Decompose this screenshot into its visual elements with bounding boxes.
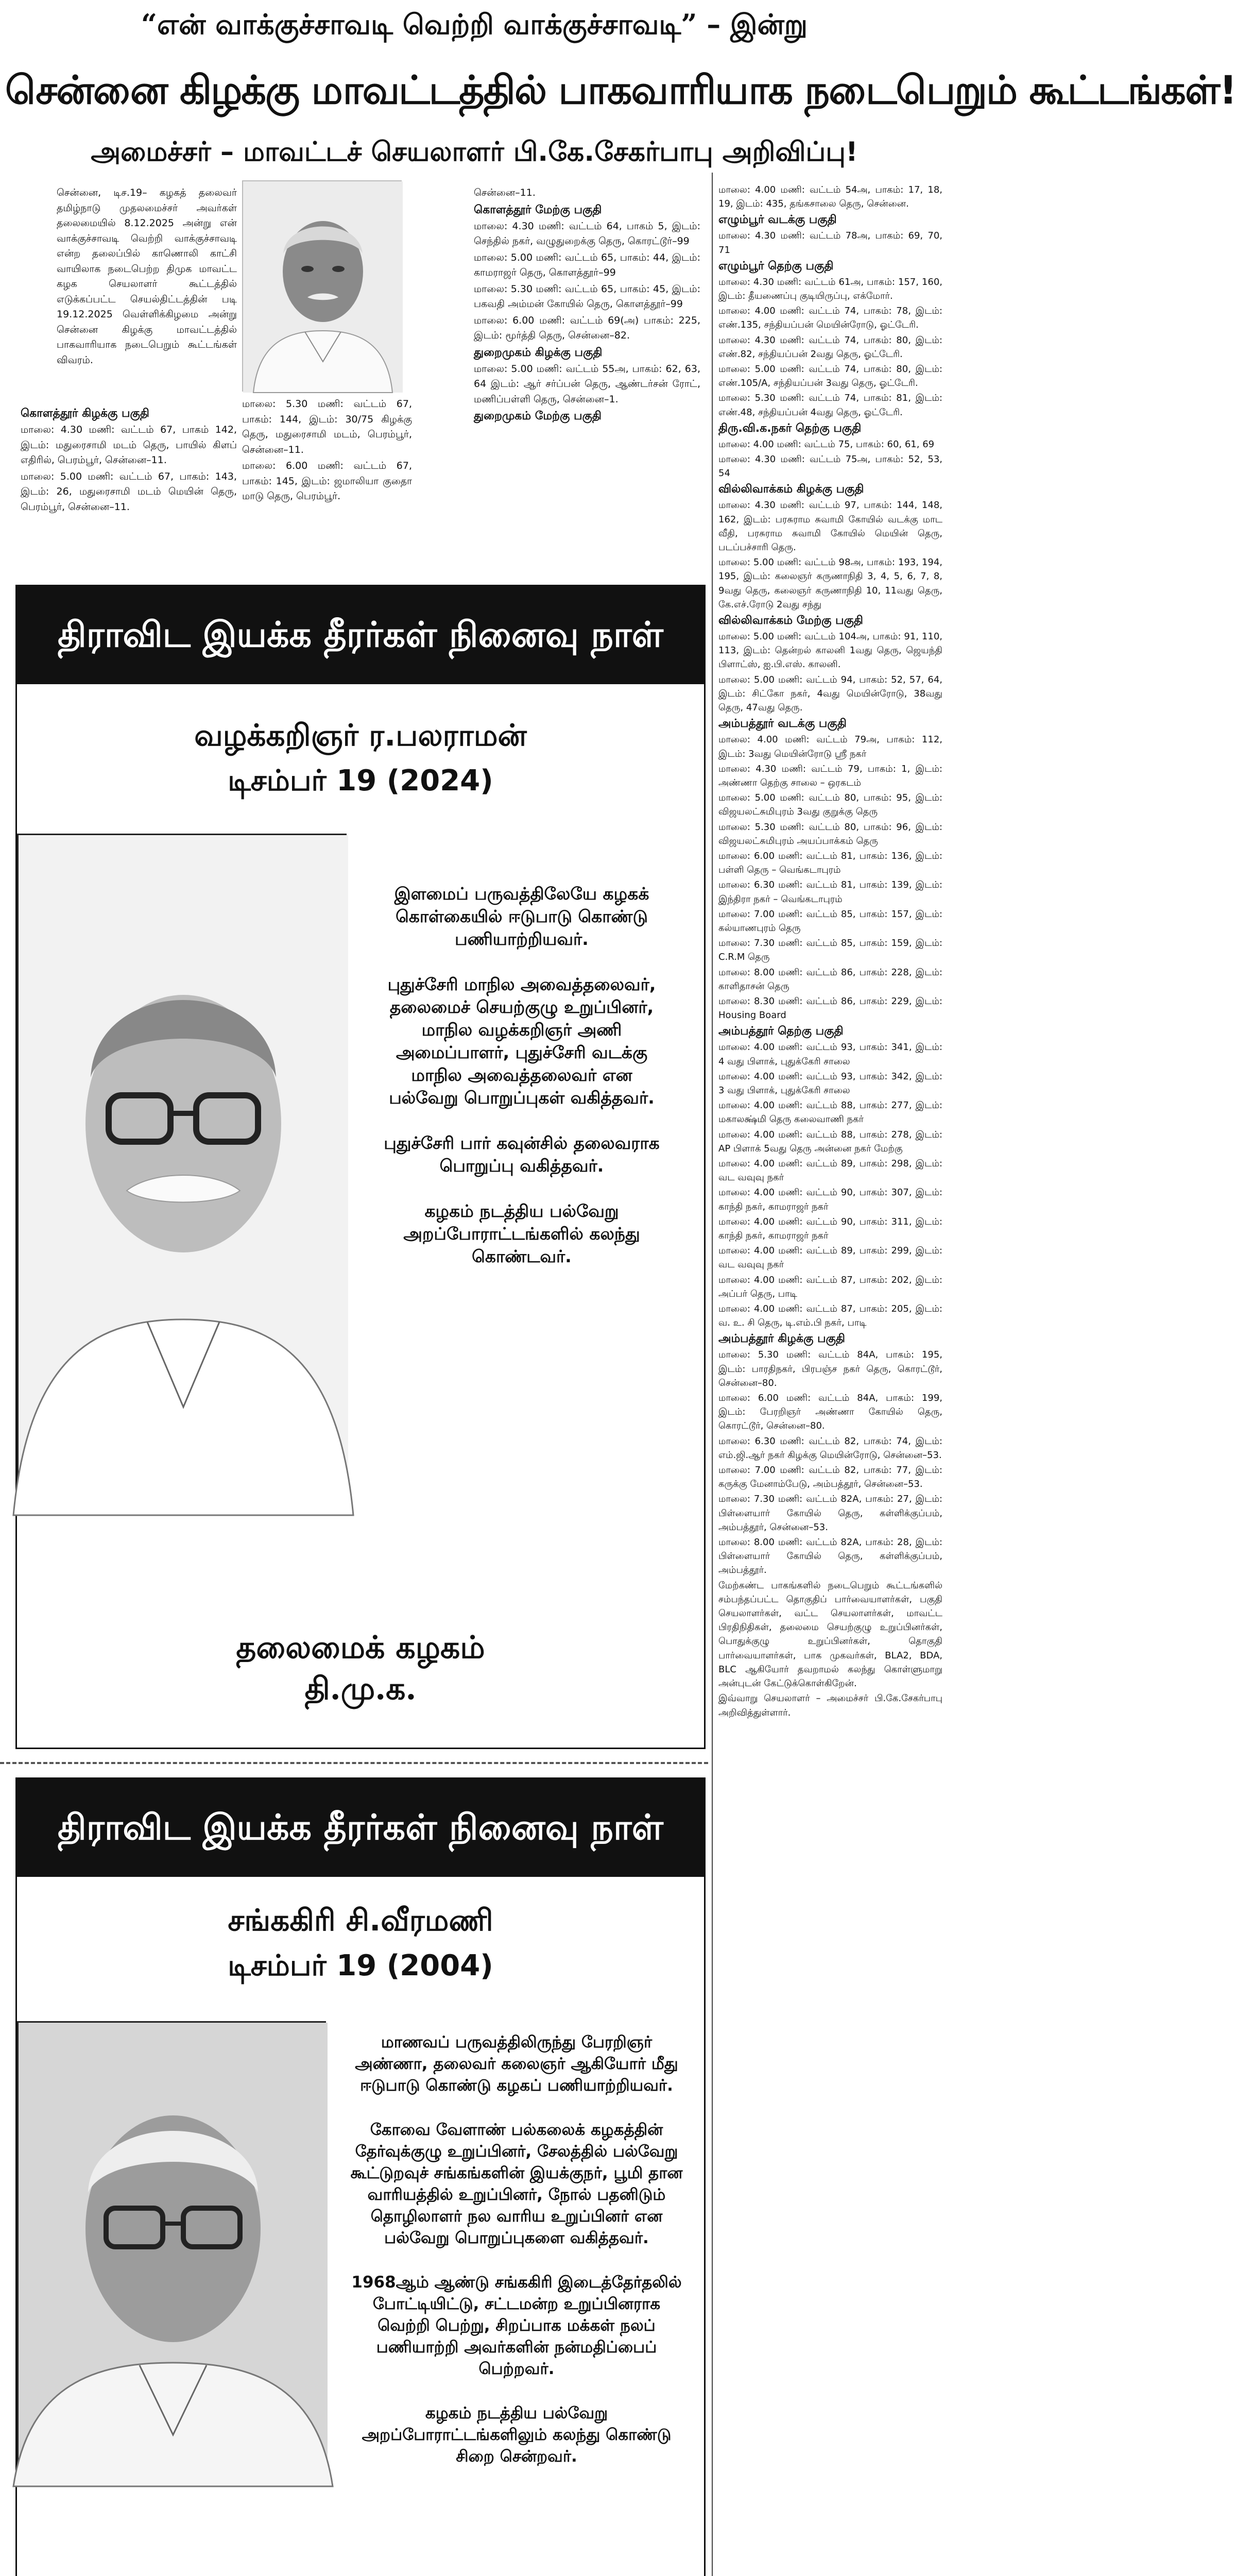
memorial-date: டிசம்பர் 19 (2024) [228, 764, 493, 798]
meeting-entry: மாலை: 4.00 மணி: வட்டம் 75, பாகம்: 60, 61, 69 [718, 438, 935, 450]
headline-quote: “என் வாக்குச்சாவடி வெற்றி வாக்குச்சாவடி” – இன்று [141, 8, 808, 41]
meeting-entry: மாலை: 4.00 மணி: வட்டம் 88, பாகம்: 277, இடம்: மகாலக்ஷ்மி தெரு கலைவாணி நகர் [718, 1100, 942, 1125]
memorial-issuer [17, 1627, 704, 1709]
bio-paragraph: கழகம் நடத்திய பல்வேறு அறப்போராட்டங்களில் கலந்து கொண்டவர். [403, 1201, 640, 1266]
memorial-biography [377, 883, 666, 1547]
main-headline: சென்னை கிழக்கு மாவட்டத்தில் பாகவாரியாக நடைபெறும் கூட்டங்கள்! [5, 67, 1236, 113]
meeting-entry: மாலை: 8.00 மணி: வட்டம் 86, பாகம்: 228, இடம்: காளிதாசன் தெரு [718, 967, 942, 992]
meeting-entry: மாலை: 6.00 மணி: வட்டம் 67, பாகம்: 145, இடம்: ஜமாலியா குதைா மாடு தெரு, பெரம்பூர். [242, 460, 412, 502]
memorial-photo-image [19, 835, 348, 1515]
meeting-entry: சென்னை–11. [474, 187, 536, 198]
meeting-entry: மாலை: 6.30 மணி: வட்டம் 82, பாகம்: 74, இடம்: எம்.ஜி.ஆர் நகர் கிழக்கு மெயின்ரோடு, சென்னை–53. [718, 1435, 942, 1461]
issuer-party: தி.மு.க. [304, 1671, 417, 1707]
article-column-1b [242, 397, 412, 569]
bio-paragraph: மாணவப் பருவத்திலிருந்து பேரறிஞர் அண்ணா, தலைவர் கலைஞர் ஆகியோர் மீது ஈடுபாடு கொண்டு கழகப் பணியாற்றியவர். [355, 2033, 678, 2095]
meeting-entry: மாலை: 4.00 மணி: வட்டம் 93, பாகம்: 341, இடம்: 4 வது பிளாக், புதுக்கேரி சாலை [718, 1042, 942, 1067]
memorial-name: சங்ககிரி சி.வீரமணி [228, 1903, 493, 1938]
meeting-entry: மாலை: 6.00 மணி: வட்டம் 69(அ) பாகம்: 225, இடம்: மூர்த்தி தெரு, சென்னை–82. [474, 314, 700, 341]
closing-note: இவ்வாறு செயலாளர் – அமைச்சர் பி.கே.சேகர்பாபு அறிவித்துள்ளார். [718, 1693, 942, 1718]
memorial-notice-1 [15, 585, 706, 1749]
section-heading: அம்பத்தூர் வடக்கு பகுதி [718, 717, 847, 731]
column-divider [712, 173, 713, 2576]
bio-paragraph: புதுச்சேரி பார் கவுன்சில் தலைவராக பொறுப்பு வகித்தவர். [384, 1133, 660, 1176]
article-column-1 [57, 185, 237, 402]
meeting-entry: மாலை: 4.30 மணி: வட்டம் 79, பாகம்: 1, இடம்: அண்ணா தெற்கு சாலை – ஒரகடம் [718, 763, 942, 788]
memorial-biography [347, 2031, 686, 2576]
meeting-entry: மாலை: 5.00 மணி: வட்டம் 98அ, பாகம்: 193, 194, 195, இடம்: கலைஞர் கருணாநிதி 3, 4, 5, 6, 7, 8, 9வது தெரு, கலைஞர் கருணாநிதி 10, 11வது தெரு, கே.எச்.ரோடு 2வது சந்து [718, 557, 942, 610]
meeting-entry: மாலை: 4.00 மணி: வட்டம் 93, பாகம்: 342, இடம்: 3 வது பிளாக், புதுக்கேரி சாலை [718, 1071, 942, 1096]
minister-portrait [242, 180, 402, 392]
meeting-entry: மாலை: 4.00 மணி: வட்டம் 54அ, பாகம்: 17, 18, 19, இடம்: 435, தங்கசாலை தெரு, சென்னை. [718, 184, 942, 210]
article-column-3 [718, 183, 942, 2576]
meeting-entry: மாலை: 5.30 மணி: வட்டம் 67, பாகம்: 144, இடம்: 30/75 கிழக்கு தெரு, மதுரைசாமி மடம், பெரம்பூர், சென்னை–11. [242, 398, 412, 455]
section-heading: கொளத்தூர் கிழக்கு பகுதி [21, 407, 149, 420]
meeting-entry: மாலை: 7.30 மணி: வட்டம் 85, பாகம்: 159, இடம்: C.R.M தெரு [718, 938, 942, 963]
meeting-entry: மாலை: 5.30 மணி: வட்டம் 80, பாகம்: 96, இடம்: விஜயலட்சுமிபுரம் அயப்பாக்கம் தெரு [718, 821, 942, 846]
meeting-entry: மாலை: 8.00 மணி: வட்டம் 82A, பாகம்: 28, இடம்: பிள்ளையார் கோயில் தெரு, கள்ளிக்குப்பம், அம்பத்தூர். [718, 1537, 942, 1576]
meeting-entry: மாலை: 4.30 மணி: வட்டம் 67, பாகம் 142, இடம்: மதுரைசாமி மடம் தெரு, பாயில் கிளப் எதிரில், பெரம்பூர், சென்னை–11. [21, 424, 237, 466]
section-heading: வில்லிவாக்கம் கிழக்கு பகுதி [718, 483, 864, 496]
section-heading: அம்பத்தூர் தெற்கு பகுதி [718, 1025, 844, 1038]
bio-paragraph: 1968ஆம் ஆண்டு சங்ககிரி இடைத்தேர்தலில் போட்டியிட்டு, சட்டமன்ற உறுப்பினராக வெற்றி பெற்று, சிறப்பாக மக்கள் நலப் பணியாற்றி அவர்களின் நன்மதிப்பைப் பெற்றவர். [351, 2273, 682, 2378]
meeting-entry: மாலை: 4.30 மணி: வட்டம் 74, பாகம்: 80, இடம்: எண்.82, சந்தியப்பன் 2வது தெரு, ஓட்டேரி. [718, 334, 942, 360]
minister-portrait-image [243, 181, 403, 393]
section-heading: துறைமுகம் கிழக்கு பகுதி [474, 346, 603, 359]
meeting-entry: மாலை: 5.00 மணி: வட்டம் 104அ, பாகம்: 91, 110, 113, இடம்: தென்றல் காலனி 1வது தெரு, ஜெயந்தி பிளாட்ஸ், ஐ.பி.எஸ். காலனி. [718, 631, 942, 670]
memorial-photo [17, 834, 347, 1514]
meeting-entry: மாலை: 4.00 மணி: வட்டம் 89, பாகம்: 298, இடம்: வட வவுவு நகர் [718, 1158, 942, 1183]
meeting-entry: மாலை: 6.00 மணி: வட்டம் 84A, பாகம்: 199, இடம்: பேரறிஞர் அண்ணா கோயில் தெரு, கொரட்டூர், சென்னை–80. [718, 1393, 942, 1432]
bio-paragraph: இளமைப் பருவத்திலேயே கழகக் கொள்கையில் ஈடுபாடு கொண்டு பணியாற்றியவர். [394, 884, 649, 949]
section-heading: துறைமுகம் மேற்கு பகுதி [474, 410, 602, 422]
meeting-entry: மாலை: 4.00 மணி: வட்டம் 90, பாகம்: 307, இடம்: காந்தி நகர், காமராஜர் நகர் [718, 1187, 942, 1212]
memorial-photo-image [19, 2023, 328, 2486]
meeting-entry: மாலை: 6.30 மணி: வட்டம் 81, பாகம்: 139, இடம்: இந்திரா நகர் – வெங்கடாபுரம் [718, 879, 942, 905]
meeting-entry: மாலை: 5.00 மணி: வட்டம் 94, பாகம்: 52, 57, 64, இடம்: சிட்கோ நகர், 4வது மெயின்ரோடு, 38வது தெரு, 47வது தெரு. [718, 674, 942, 714]
article-column-1-lower [21, 404, 237, 569]
meeting-entry: மாலை: 6.00 மணி: வட்டம் 81, பாகம்: 136, இடம்: பள்ளி தெரு – வெங்கடாபுரம் [718, 850, 942, 876]
memorial-date: டிசம்பர் 19 (2004) [228, 1949, 493, 1982]
meeting-entry: மாலை: 4.00 மணி: வட்டம் 89, பாகம்: 299, இடம்: வட வவுவு நகர் [718, 1245, 942, 1270]
meeting-entry: மாலை: 5.00 மணி: வட்டம் 65, பாகம்: 44, இடம்: காமராஜர் தெரு, கொளத்தூர்–99 [474, 251, 700, 278]
memorial-name: வழக்கறிஞர் ர.பலராமன் [194, 718, 527, 753]
meeting-entry: மாலை: 7.00 மணி: வட்டம் 85, பாகம்: 157, இடம்: கல்யாணபுரம் தெரு [718, 908, 942, 934]
meeting-entry: மாலை: 4.00 மணி: வட்டம் 87, பாகம்: 205, இடம்: வ. உ. சி தெரு, டி.எம்.பி நகர், பாடி [718, 1303, 942, 1329]
memorial-notice-2 [15, 1777, 706, 2576]
memorial-banner: திராவிட இயக்க தீரர்கள் நினைவு நாள் [17, 1779, 704, 1877]
issuer-line: தலைமைக் கழகம் [236, 1630, 485, 1666]
sub-headline: அமைச்சர் – மாவட்டச் செயலாளர் பி.கே.சேகர்பாபு அறிவிப்பு! [91, 137, 858, 167]
meeting-entry: மாலை: 8.30 மணி: வட்டம் 86, பாகம்: 229, இடம்: Housing Board [718, 995, 942, 1021]
section-separator [0, 1762, 708, 1764]
meeting-entry: மாலை: 4.00 மணி: வட்டம் 88, பாகம்: 278, இடம்: AP பிளாக் 5வது தெரு அன்னை நகர் மேற்கு [718, 1129, 942, 1154]
section-heading: வில்லிவாக்கம் மேற்கு பகுதி [718, 614, 863, 628]
memorial-banner: திராவிட இயக்க தீரர்கள் நினைவு நாள் [17, 586, 704, 684]
meeting-entry: மாலை: 5.00 மணி: வட்டம் 74, பாகம்: 80, இடம்: எண்.105/A, சந்தியப்பன் 3வது தெரு, ஓட்டேரி. [718, 364, 942, 389]
section-heading: கொளத்தூர் மேற்கு பகுதி [474, 203, 602, 216]
meeting-entry: மாலை: 5.30 மணி: வட்டம் 84A, பாகம்: 195, இடம்: பாரதிநகர், பிரபஞ்ச நகர் தெரு, கொரட்டூர், சென்னை–80. [718, 1349, 942, 1388]
meeting-entry: மாலை: 4.30 மணி: வட்டம் 61அ, பாகம்: 157, 160, இடம்: தீயணைப்பு குடியிருப்பு, எக்மோர். [718, 276, 942, 302]
meeting-entry: மாலை: 5.30 மணி: வட்டம் 65, பாகம்: 45, இடம்: பகவதி அம்மன் கோயில் தெரு, கொளத்தூர்–99 [474, 283, 700, 310]
bio-paragraph: கோவை வேளாண் பல்கலைக் கழகத்தின் தேர்வுக்குழு உறுப்பினர், சேலத்தில் பல்வேறு கூட்டுறவுச் சங்கங்களின் இயக்குநர், பூமி தான வாரியத்தில் உறுப்பினர், நோல் பதனிடும் தொழிலாளர் நல வாரிய உறுப்பினர் என பல்வேறு பொறுப்புகளை வகித்தவர். [350, 2121, 683, 2247]
meeting-entry: மாலை: 5.30 மணி: வட்டம் 74, பாகம்: 81, இடம்: எண்.48, சந்தியப்பன் 4வது தெரு, ஓட்டேரி. [718, 393, 942, 418]
meeting-entry: மாலை: 4.30 மணி: வட்டம் 78அ, பாகம்: 69, 70, 71 [718, 230, 942, 256]
section-heading: எழும்பூர் தெற்கு பகுதி [718, 259, 834, 273]
bio-paragraph: கழகம் நடத்திய பல்வேறு அறப்போராட்டங்களிலும் கலந்து கொண்டு சிறை சென்றவர். [362, 2404, 672, 2466]
meeting-entry: மாலை: 4.00 மணி: வட்டம் 90, பாகம்: 311, இடம்: காந்தி நகர், காமராஜர் நகர் [718, 1216, 942, 1241]
meeting-entry: மாலை: 4.00 மணி: வட்டம் 87, பாகம்: 202, இடம்: அப்பர் தெரு, பாடி [718, 1274, 942, 1299]
meeting-entry: மாலை: 5.00 மணி: வட்டம் 55அ, பாகம்: 62, 63, 64 இடம்: ஆர் சர்ப்பன் தெரு, ஆண்டர்சன் ரோட், மணிப்பள்ளி தெரு, சென்னை–1. [474, 363, 700, 405]
bio-paragraph: புதுச்சேரி மாநில அவைத்தலைவர், தலைமைச் செயற்குழு உறுப்பினர், மாநில வழக்கறிஞர் அணி அமைப்பாளர், புதுச்சேரி வடக்கு மாநில அவைத்தலைவர் என பல்வேறு பொறுப்புகள் வகித்தவர். [387, 974, 656, 1108]
meeting-entry: மாலை: 4.30 மணி: வட்டம் 75அ, பாகம்: 52, 53, 54 [718, 454, 942, 479]
meeting-entry: மாலை: 5.00 மணி: வட்டம் 80, பாகம்: 95, இடம்: விஜயலட்சுமிபுரம் 3வது குறுக்கு தெரு [718, 792, 942, 818]
meeting-entry: மாலை: 7.00 மணி: வட்டம் 82, பாகம்: 77, இடம்: கருக்கு மேனாம்பேடு, அம்பத்தூர், சென்னை–53. [718, 1465, 942, 1490]
meeting-entry: மாலை: 5.00 மணி: வட்டம் 67, பாகம்: 143, இடம்: 26, மதுரைசாமி மடம் மெயின் தெரு, பெரம்பூர், சென்னை–11. [21, 470, 237, 513]
meeting-entry: மாலை: 4.00 மணி: வட்டம் 74, பாகம்: 78, இடம்: எண்.135, சந்தியப்பன் மெயின்ரோடு, ஓட்டேரி. [718, 306, 942, 331]
closing-note: மேற்கண்ட பாகங்களில் நடைபெறும் கூட்டங்களில் சம்பந்தப்பட்ட தொகுதிப் பார்வையாளர்கள், பகுதி செயலாளர்கள், வட்ட செயலாளர்கள், மாவட்ட பிரதிநிதிகள், தலைமை செயற்குழு உறுப்பினர்கள், பொதுக்குழு உறுப்பினர்கள், தொகுதி பார்வையாளர்கள், பாக முகவர்கள், BLA2, BDA, BLC ஆகியோர் தவறாமல் கலந்து கொள்ளுமாறு அன்புடன் கேட்டுக்கொள்கிறேன். [718, 1580, 942, 1689]
article-column-2 [474, 185, 700, 569]
memorial-photo [17, 2021, 326, 2485]
article-intro: சென்னை, டிச.19– கழகத் தலைவர் தமிழ்நாடு முதலமைச்சர் அவர்கள் தலைமையில் 8.12.2025 அன்று என் வாக்குச்சாவடி வெற்றி வாக்குச்சாவடி என்ற தலைப்பில் காணொலி காட்சி வாயிலாக நடைபெற்ற திமுக மாவட்ட கழக செயலாளர் கூட்டத்தில் எடுக்கப்பட்ட செயல்திட்டத்தின் படி 19.12.2025 வெள்ளிக்கிழமை அன்று சென்னை கிழக்கு மாவட்டத்தில் பாகவாரியாக நடைபெறும் கூட்டங்கள் விவரம். [57, 187, 237, 366]
meeting-entry: மாலை: 4.30 மணி: வட்டம் 97, பாகம்: 144, 148, 162, இடம்: பரசுராம சுவாமி கோயில் வடக்கு மாட வீதி, பரசுராம சுவாமி கோயில் மெயின் தெரு, படப்பச்சாரி தெரு. [718, 500, 942, 553]
meeting-entry: மாலை: 4.00 மணி: வட்டம் 79அ, பாகம்: 112, இடம்: 3வது மெயின்ரோடு ஸ்ரீ நகர் [718, 734, 942, 759]
meeting-entry: மாலை: 7.30 மணி: வட்டம் 82A, பாகம்: 27, இடம்: பிள்ளையார் கோயில் தெரு, கள்ளிக்குப்பம், அம்பத்தூர், சென்னை–53. [718, 1494, 942, 1533]
section-heading: அம்பத்தூர் கிழக்கு பகுதி [718, 1332, 845, 1346]
section-heading: எழும்பூர் வடக்கு பகுதி [718, 213, 837, 227]
section-heading: திரு.வி.க.நகர் தெற்கு பகுதி [718, 421, 862, 435]
meeting-entry: மாலை: 4.30 மணி: வட்டம் 64, பாகம் 5, இடம்: செந்தில் நகர், வழுதுறைக்கு தெரு, கொரட்டூர்–99 [474, 220, 700, 247]
